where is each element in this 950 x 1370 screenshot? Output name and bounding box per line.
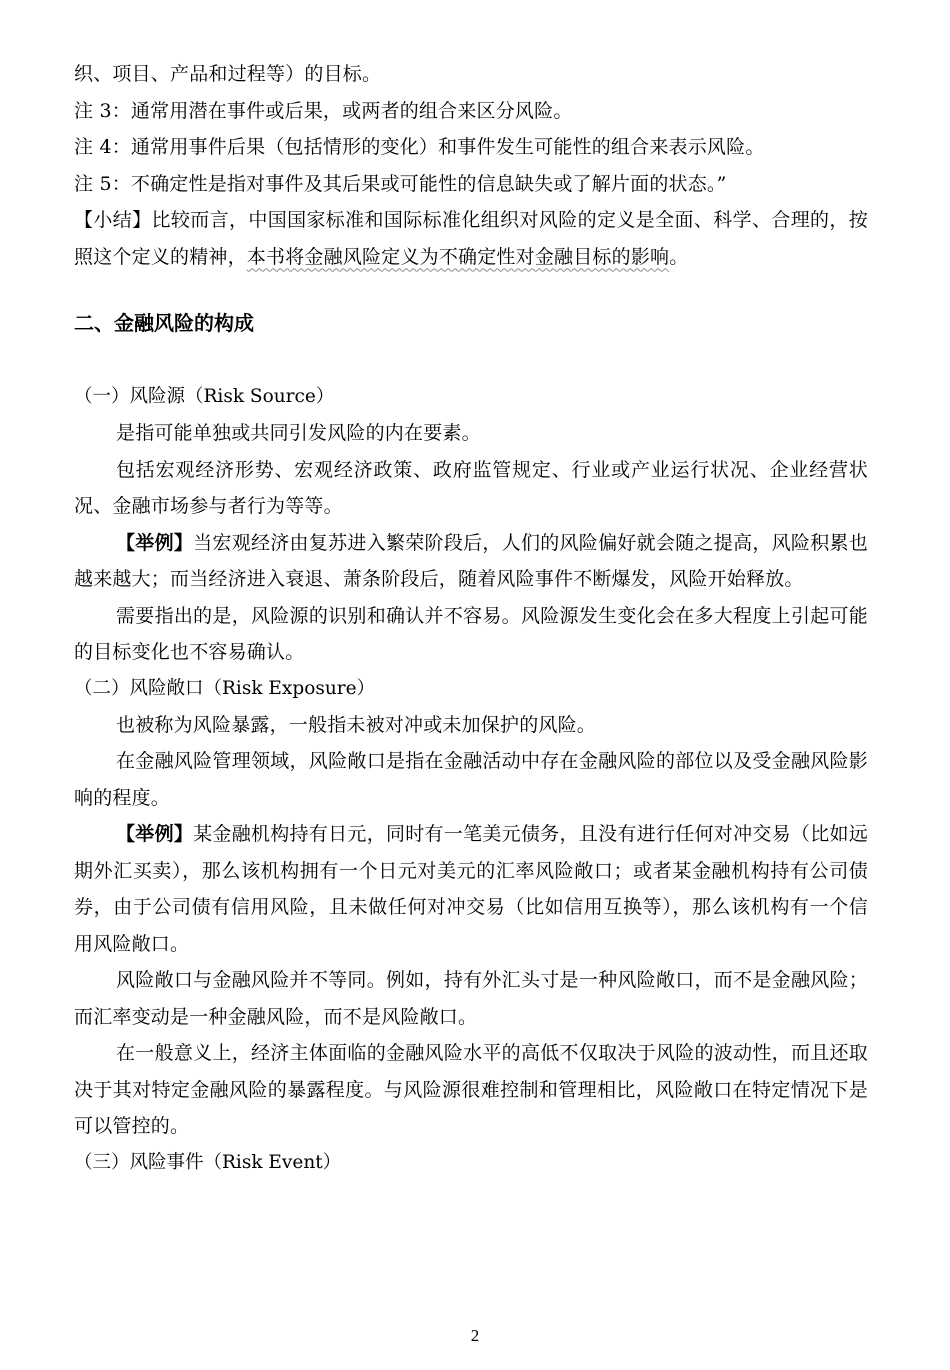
page-number: 2 — [470, 1326, 480, 1345]
note-4: 注 4：通常用事件后果（包括情形的变化）和事件发生可能性的组合来表示风险。 — [74, 136, 765, 158]
risk-source-example — [74, 525, 868, 598]
example-text: 当宏观经济由复苏进入繁荣阶段后，人们的风险偏好就会随之提高，风险积累也越来越大；而当经济进入衰退、萧条阶段后，随着风险事件不断爆发，风险开始释放。 — [74, 531, 868, 590]
subsection-risk-event: （三）风险事件（Risk Event） — [74, 1151, 342, 1173]
subsection-risk-exposure: （二）风险敞口（Risk Exposure） — [74, 677, 376, 699]
summary-lead: 【小结】比较而言，中国国家标准和国际标准化组织对风险的定义是全面、科学、合理的，按照这个定义的精神， — [74, 209, 868, 268]
subsection-risk-source: （一）风险源（Risk Source） — [74, 386, 335, 407]
risk-exposure-example — [74, 816, 868, 962]
intro-continuation: 织、项目、产品和过程等）的目标。 — [74, 63, 382, 85]
note-5: 注 5：不确定性是指对事件及其后果或可能性的信息缺失或了解片面的状态。” — [74, 172, 727, 195]
document-page — [74, 56, 868, 1181]
risk-exposure-definition: 也被称为风险暴露，一般指未被对冲或未加保护的风险。 — [116, 713, 597, 736]
summary-underlined-definition: 本书将金融风险定义为不确定性对金融目标的影响 — [246, 245, 670, 268]
risk-source-note: 需要指出的是，风险源的识别和确认并不容易。风险源发生变化会在多大程度上引起可能的目标变化也不容易确认。 — [74, 604, 868, 663]
risk-source-includes: 包括宏观经济形势、宏观经济政策、政府监管规定、行业或产业运行状况、企业经营状况、金融市场参与者行为等等。 — [74, 458, 868, 517]
risk-source-definition: 是指可能单独或共同引发风险的内在要素。 — [116, 422, 481, 444]
note-3: 注 3：通常用潜在事件或后果，或两者的组合来区分风险。 — [74, 99, 573, 122]
risk-exposure-difference: 风险敞口与金融风险并不等同。例如，持有外汇头寸是一种风险敞口，而不是金融风险；而汇率变动是一种金融风险，而不是风险敞口。 — [74, 969, 868, 1028]
summary-end: 。 — [669, 245, 689, 268]
risk-exposure-field: 在金融风险管理领域，风险敞口是指在金融活动中存在金融风险的部位以及受金融风险影响的程度。 — [74, 750, 868, 809]
example-label: 【举例】 — [116, 823, 194, 845]
example-label: 【举例】 — [116, 531, 194, 554]
summary-paragraph — [74, 202, 868, 275]
section-heading: 二、金融风险的构成 — [74, 311, 254, 335]
example-text: 某金融机构持有日元，同时有一笔美元债务，且没有进行任何对冲交易（比如远期外汇买卖），那么该机构拥有一个日元对美元的汇率风险敞口；或者某金融机构持有公司债券，由于公司债有信用风险，且未做任何对冲交易（比如信用互换等），那么该机构有一个信用风险敞口。 — [74, 823, 868, 955]
risk-exposure-general: 在一般意义上，经济主体面临的金融风险水平的高低不仅取决于风险的波动性，而且还取决于其对特定金融风险的暴露程度。与风险源很难控制和管理相比，风险敞口在特定情况下是可以管控的。 — [74, 1042, 868, 1137]
